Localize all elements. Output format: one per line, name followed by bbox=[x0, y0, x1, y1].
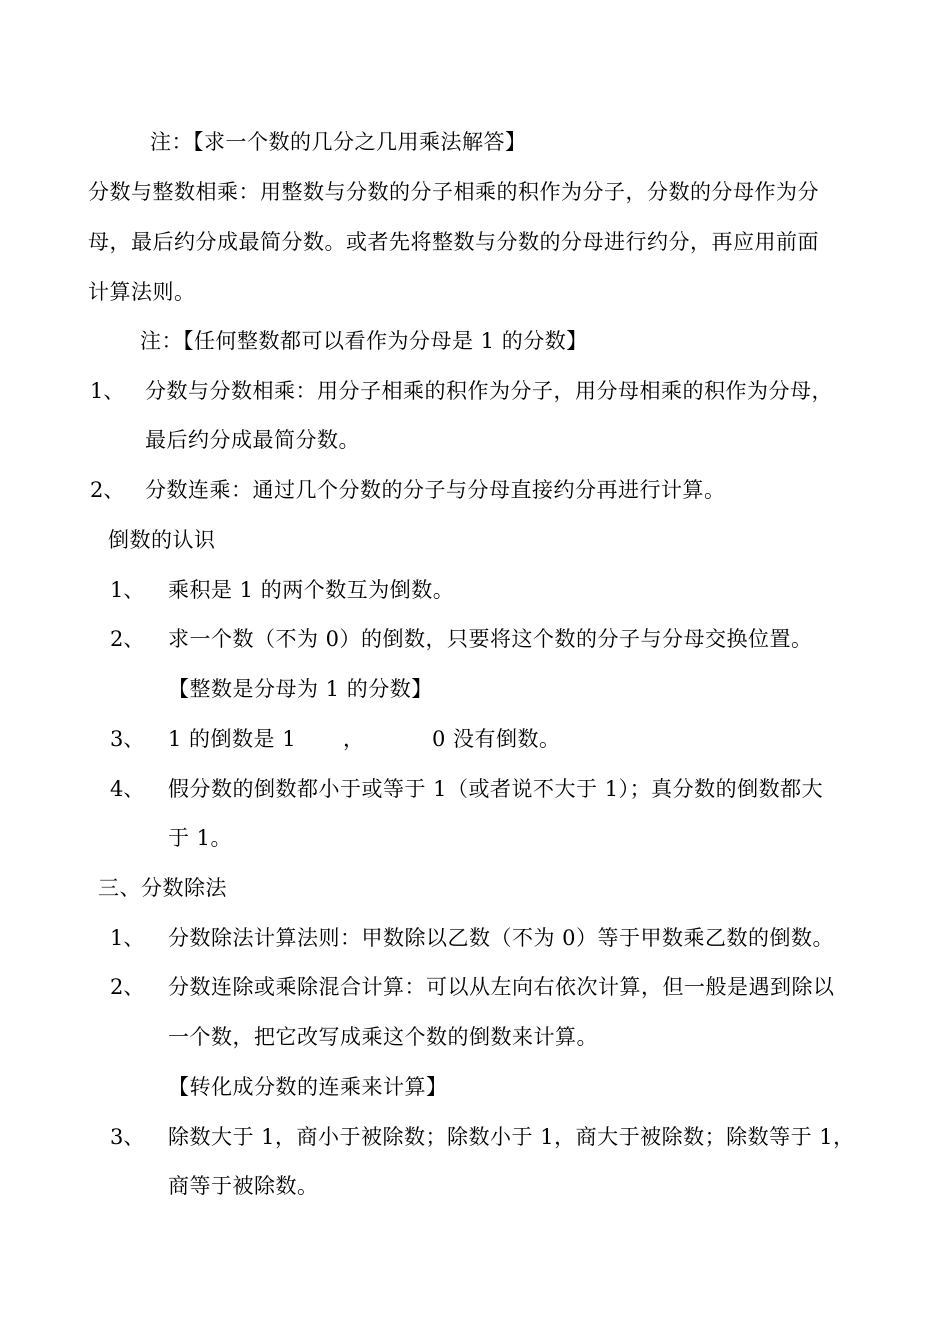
list-item-part: 0 没有倒数。 bbox=[432, 727, 561, 751]
section-heading-division: 三、分数除法 bbox=[98, 876, 227, 900]
note-integer-as-fraction: 注：【任何整数都可以看作为分母是 1 的分数】 bbox=[140, 329, 588, 353]
list-item-line: 分数除法计算法则：甲数除以乙数（不为 0）等于甲数乘乙数的倒数。 bbox=[168, 926, 835, 950]
paragraph-line: 母，最后约分成最简分数。或者先将整数与分数的分母进行约分，再应用前面 bbox=[88, 230, 819, 254]
list-number: 3、 bbox=[110, 1125, 145, 1149]
list-item-line: 于 1。 bbox=[168, 826, 233, 850]
list-number: 2、 bbox=[110, 975, 145, 999]
list-number: 1、 bbox=[110, 578, 145, 602]
list-number: 2、 bbox=[110, 627, 145, 651]
list-item-line: 乘积是 1 的两个数互为倒数。 bbox=[168, 578, 455, 602]
list-number: 4、 bbox=[110, 777, 145, 801]
paragraph-line: 计算法则。 bbox=[88, 280, 196, 304]
list-item-part: ， bbox=[343, 727, 365, 751]
list-item-line: 最后约分成最简分数。 bbox=[145, 428, 360, 452]
list-item-line: 假分数的倒数都小于或等于 1（或者说不大于 1）；真分数的倒数都大 bbox=[168, 777, 824, 801]
list-number: 3、 bbox=[110, 727, 145, 751]
section-heading-reciprocal: 倒数的认识 bbox=[108, 528, 216, 552]
list-item-note: 【整数是分母为 1 的分数】 bbox=[168, 677, 433, 701]
list-number: 1、 bbox=[90, 379, 125, 403]
list-item-part: 1 的倒数是 1 bbox=[168, 727, 297, 751]
list-item-line: 除数大于 1，商小于被除数；除数小于 1，商大于被除数；除数等于 1， bbox=[168, 1125, 855, 1149]
list-item-line: 分数连除或乘除混合计算：可以从左向右依次计算，但一般是遇到除以 bbox=[168, 975, 835, 999]
list-item-line: 一个数，把它改写成乘这个数的倒数来计算。 bbox=[168, 1025, 598, 1049]
list-item-line: 求一个数（不为 0）的倒数，只要将这个数的分子与分母交换位置。 bbox=[168, 627, 813, 651]
list-item-note: 【转化成分数的连乘来计算】 bbox=[168, 1075, 448, 1099]
list-item-line: 分数与分数相乘：用分子相乘的积作为分子，用分母相乘的积作为分母， bbox=[145, 379, 833, 403]
paragraph-line: 分数与整数相乘：用整数与分数的分子相乘的积作为分子，分数的分母作为分 bbox=[88, 180, 819, 204]
list-number: 1、 bbox=[110, 926, 145, 950]
list-item-line: 商等于被除数。 bbox=[168, 1174, 319, 1198]
note-multiply-fraction-of-number: 注：【求一个数的几分之几用乘法解答】 bbox=[150, 130, 527, 154]
list-item-line: 分数连乘：通过几个分数的分子与分母直接约分再进行计算。 bbox=[145, 478, 726, 502]
list-number: 2、 bbox=[90, 478, 125, 502]
